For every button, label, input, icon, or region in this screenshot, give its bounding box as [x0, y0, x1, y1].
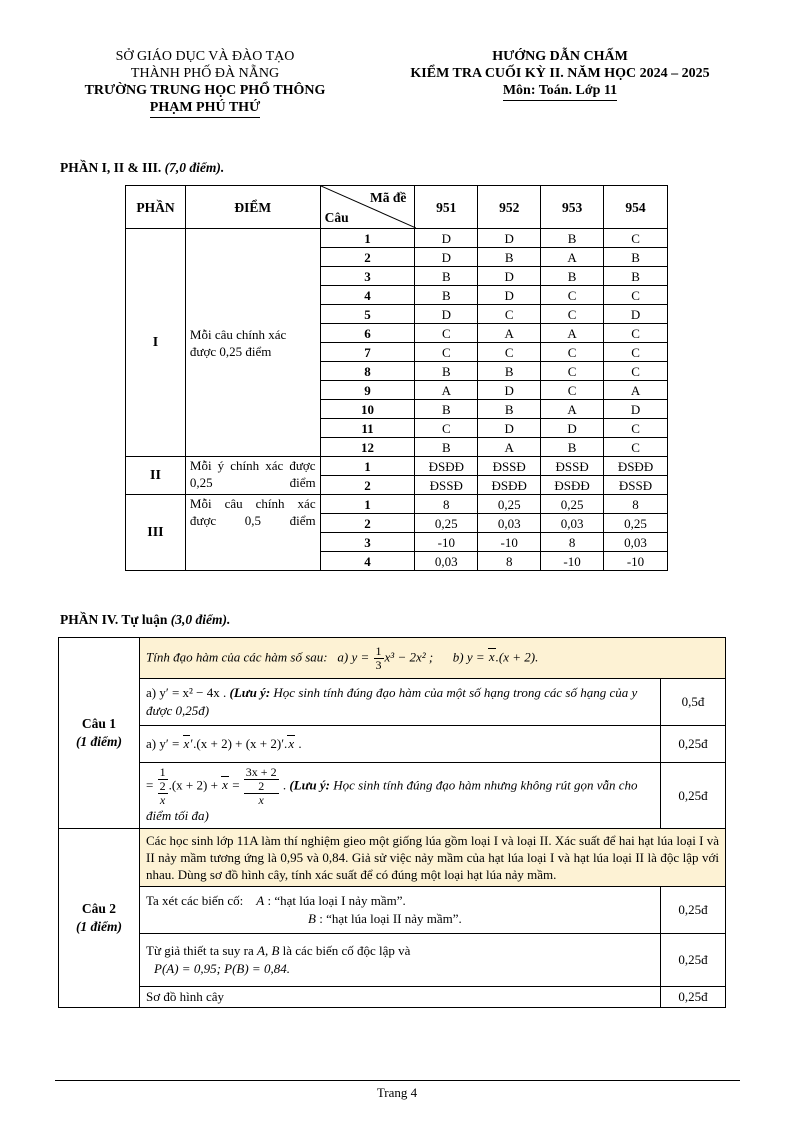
answer-cell: 8 [415, 495, 478, 514]
answer-row [126, 229, 668, 248]
answer-cell: ĐSSĐ [541, 457, 604, 476]
answer-cell: C [604, 438, 668, 457]
answer-table-header [126, 186, 668, 229]
q1-row3-points: 0,25đ [661, 763, 726, 829]
q1-row3 [59, 763, 726, 829]
q2-row2-text: Từ giả thiết ta suy ra A, B là các biến cố độc lập và P(A) = 0,95; P(B) = 0,84. [140, 934, 661, 987]
answer-row [126, 495, 668, 514]
answer-cell: C [604, 419, 668, 438]
answer-cell: C [604, 343, 668, 362]
section4-title: PHẦN IV. Tự luận (3,0 điểm). [60, 612, 231, 627]
answer-cell: -10 [541, 552, 604, 571]
answer-cell: ĐSĐĐ [478, 476, 541, 495]
q1-row2 [59, 726, 726, 763]
answer-cell: B [478, 362, 541, 381]
answer-cell: C [541, 343, 604, 362]
answer-cell: B [415, 267, 478, 286]
doc-title: HƯỚNG DẪN CHẤM [492, 49, 628, 64]
q2-row3-text: Sơ đồ hình cây [140, 987, 661, 1008]
diag-header [320, 186, 415, 229]
department-name: SỞ GIÁO DỤC VÀ ĐÀO TẠO [115, 49, 295, 64]
essay-table [58, 637, 726, 1008]
answer-cell: A [415, 381, 478, 400]
code-954: 954 [604, 186, 668, 229]
section1-score: (7,0 điểm). [164, 160, 225, 175]
answer-cell: B [478, 400, 541, 419]
answer-cell: B [541, 438, 604, 457]
q1-prompt-row [59, 638, 726, 679]
answer-cell: D [415, 305, 478, 324]
q1-label-cell [59, 638, 140, 829]
q2-prompt-row [59, 829, 726, 887]
q1-row1-points: 0,5đ [661, 679, 726, 726]
footer-divider [55, 1080, 740, 1081]
diag-top: Mã đề [369, 190, 407, 205]
answer-cell: B [541, 267, 604, 286]
answer-cell: C [541, 362, 604, 381]
question-number: 2 [320, 476, 415, 495]
answer-cell: 8 [478, 552, 541, 571]
diag-bottom: Câu [324, 210, 349, 225]
answer-cell: D [478, 419, 541, 438]
answer-cell: A [541, 248, 604, 267]
part-name: I [126, 229, 186, 457]
answer-cell: 8 [604, 495, 668, 514]
answer-cell: B [604, 267, 668, 286]
q1-row2-points: 0,25đ [661, 726, 726, 763]
answer-cell: -10 [478, 533, 541, 552]
answer-cell: C [604, 229, 668, 248]
answer-cell: B [415, 438, 478, 457]
school-name: PHẠM PHÚ THỨ [150, 99, 260, 118]
q1-prompt: Tính đạo hàm của các hàm số sau: a) y = $\frac{1}{3}$ x³ − 2x² ; b) y = x.(x + 2). [140, 638, 726, 679]
answer-cell: 0,25 [415, 514, 478, 533]
answer-cell: D [478, 267, 541, 286]
question-number: 2 [320, 514, 415, 533]
answer-cell: ĐSĐĐ [604, 457, 668, 476]
answer-cell: C [604, 286, 668, 305]
col-part: PHẦN [126, 186, 186, 229]
col-points: ĐIỂM [185, 186, 320, 229]
answer-cell: C [541, 305, 604, 324]
part-name: III [126, 495, 186, 571]
code-952: 952 [478, 186, 541, 229]
answer-cell: -10 [415, 533, 478, 552]
answer-row [126, 457, 668, 476]
header-right [385, 48, 735, 101]
answer-cell: 0,25 [478, 495, 541, 514]
answer-cell: ĐSĐĐ [541, 476, 604, 495]
q1-row3-text: = 1 2 x .(x + 2) + x = 3x + 2 2 x . (Lưu ý: Học sinh tính đúng đạo hàm nhưng không rút gọn vẫn cho điểm tối đa) [140, 763, 661, 829]
code-951: 951 [415, 186, 478, 229]
school-type: TRƯỜNG TRUNG HỌC PHỔ THÔNG [84, 83, 326, 98]
answer-cell: 0,03 [541, 514, 604, 533]
answer-cell: ĐSSĐ [604, 476, 668, 495]
answer-cell: A [604, 381, 668, 400]
answer-cell: 8 [541, 533, 604, 552]
question-number: 10 [320, 400, 415, 419]
answer-cell: B [415, 286, 478, 305]
answer-cell: B [415, 400, 478, 419]
question-number: 4 [320, 286, 415, 305]
question-number: 12 [320, 438, 415, 457]
q1-row1 [59, 679, 726, 726]
answer-cell: 0,25 [604, 514, 668, 533]
answer-cell: D [415, 248, 478, 267]
part-points-rule: Mỗi ý chính xác được 0,25 điểm [185, 457, 320, 495]
answer-cell: 0,03 [604, 533, 668, 552]
q2-prompt: Các học sinh lớp 11A làm thí nghiệm gieo một giống lúa gồm loại I và loại II. Xác suất để hai hạt lúa loại I và II nảy mầm tương ứng là 0,95 và 0,84. Giả sử việc nảy mầm của hạt lúa loại I và hạt lúa loại II là độc lập với nhau. Dùng sơ đồ hình cây, tính xác suất để có đúng một loại hạt lúa nảy mầm. [140, 829, 726, 887]
answer-cell: A [478, 324, 541, 343]
part-points-rule: Mỗi câu chính xác được 0,5 điểm [185, 495, 320, 571]
answer-cell: D [478, 286, 541, 305]
q2-row3-points: 0,25đ [661, 987, 726, 1008]
answer-cell: A [541, 400, 604, 419]
answer-cell: ĐSSĐ [415, 476, 478, 495]
answer-cell: C [415, 324, 478, 343]
exam-title: KIỂM TRA CUỐI KỲ II. NĂM HỌC 2024 – 2025 [410, 66, 710, 81]
answer-cell: C [478, 343, 541, 362]
answer-cell: B [604, 248, 668, 267]
answer-cell: C [415, 343, 478, 362]
question-number: 5 [320, 305, 415, 324]
q1-row1-text: a) y′ = x² − 4x . (Lưu ý: Học sinh tính đúng đạo hàm của một số hạng trong các số hạng của y được 0,25đ) [140, 679, 661, 726]
answer-table [125, 185, 668, 571]
answer-cell: B [541, 229, 604, 248]
question-number: 4 [320, 552, 415, 571]
answer-cell: ĐSĐĐ [415, 457, 478, 476]
q2-label: Câu 2 [81, 901, 117, 916]
part-points-rule: Mỗi câu chính xác được 0,25 điểm [185, 229, 320, 457]
answer-cell: C [541, 381, 604, 400]
question-number: 3 [320, 533, 415, 552]
answer-cell: B [415, 362, 478, 381]
q2-row2 [59, 934, 726, 987]
q1-label: Câu 1 [81, 716, 117, 731]
question-number: 1 [320, 495, 415, 514]
answer-cell: D [478, 229, 541, 248]
q1-score: (1 điểm) [75, 734, 123, 749]
q2-row3 [59, 987, 726, 1008]
part-name: II [126, 457, 186, 495]
question-number: 11 [320, 419, 415, 438]
answer-cell: -10 [604, 552, 668, 571]
question-number: 8 [320, 362, 415, 381]
question-number: 1 [320, 457, 415, 476]
answer-cell: C [604, 324, 668, 343]
answer-cell: ĐSSĐ [478, 457, 541, 476]
answer-cell: D [541, 419, 604, 438]
answer-cell: A [478, 438, 541, 457]
subject-line: Môn: Toán. Lớp 11 [503, 82, 617, 101]
q2-label-cell [59, 829, 140, 1008]
q2-row2-points: 0,25đ [661, 934, 726, 987]
answer-cell: 0,25 [541, 495, 604, 514]
q1-row2-text: a) y′ = x′.(x + 2) + (x + 2)′.x . [140, 726, 661, 763]
question-number: 2 [320, 248, 415, 267]
question-number: 3 [320, 267, 415, 286]
code-953: 953 [541, 186, 604, 229]
question-number: 6 [320, 324, 415, 343]
answer-table-body [126, 229, 668, 571]
header-left [60, 48, 350, 118]
question-number: 9 [320, 381, 415, 400]
answer-cell: C [415, 419, 478, 438]
q2-row1 [59, 887, 726, 934]
q2-row1-text: Ta xét các biến cố: A : “hạt lúa loại I nảy mầm”. B : “hạt lúa loại II nảy mầm”. [140, 887, 661, 934]
city-name: THÀNH PHỐ ĐÀ NẴNG [130, 66, 280, 81]
answer-cell: D [604, 400, 668, 419]
section1-title: PHẦN I, II & III. (7,0 điểm). [60, 160, 225, 175]
page-number: Trang 4 [376, 1085, 418, 1100]
answer-cell: D [415, 229, 478, 248]
answer-cell: A [541, 324, 604, 343]
answer-cell: B [478, 248, 541, 267]
answer-cell: C [541, 286, 604, 305]
q2-row1-points: 0,25đ [661, 887, 726, 934]
answer-cell: D [478, 381, 541, 400]
answer-cell: C [604, 362, 668, 381]
answer-cell: 0,03 [478, 514, 541, 533]
answer-cell: D [604, 305, 668, 324]
question-number: 1 [320, 229, 415, 248]
q2-score: (1 điểm) [75, 919, 123, 934]
answer-cell: C [478, 305, 541, 324]
section4-score: (3,0 điểm). [170, 612, 231, 627]
question-number: 7 [320, 343, 415, 362]
answer-cell: 0,03 [415, 552, 478, 571]
